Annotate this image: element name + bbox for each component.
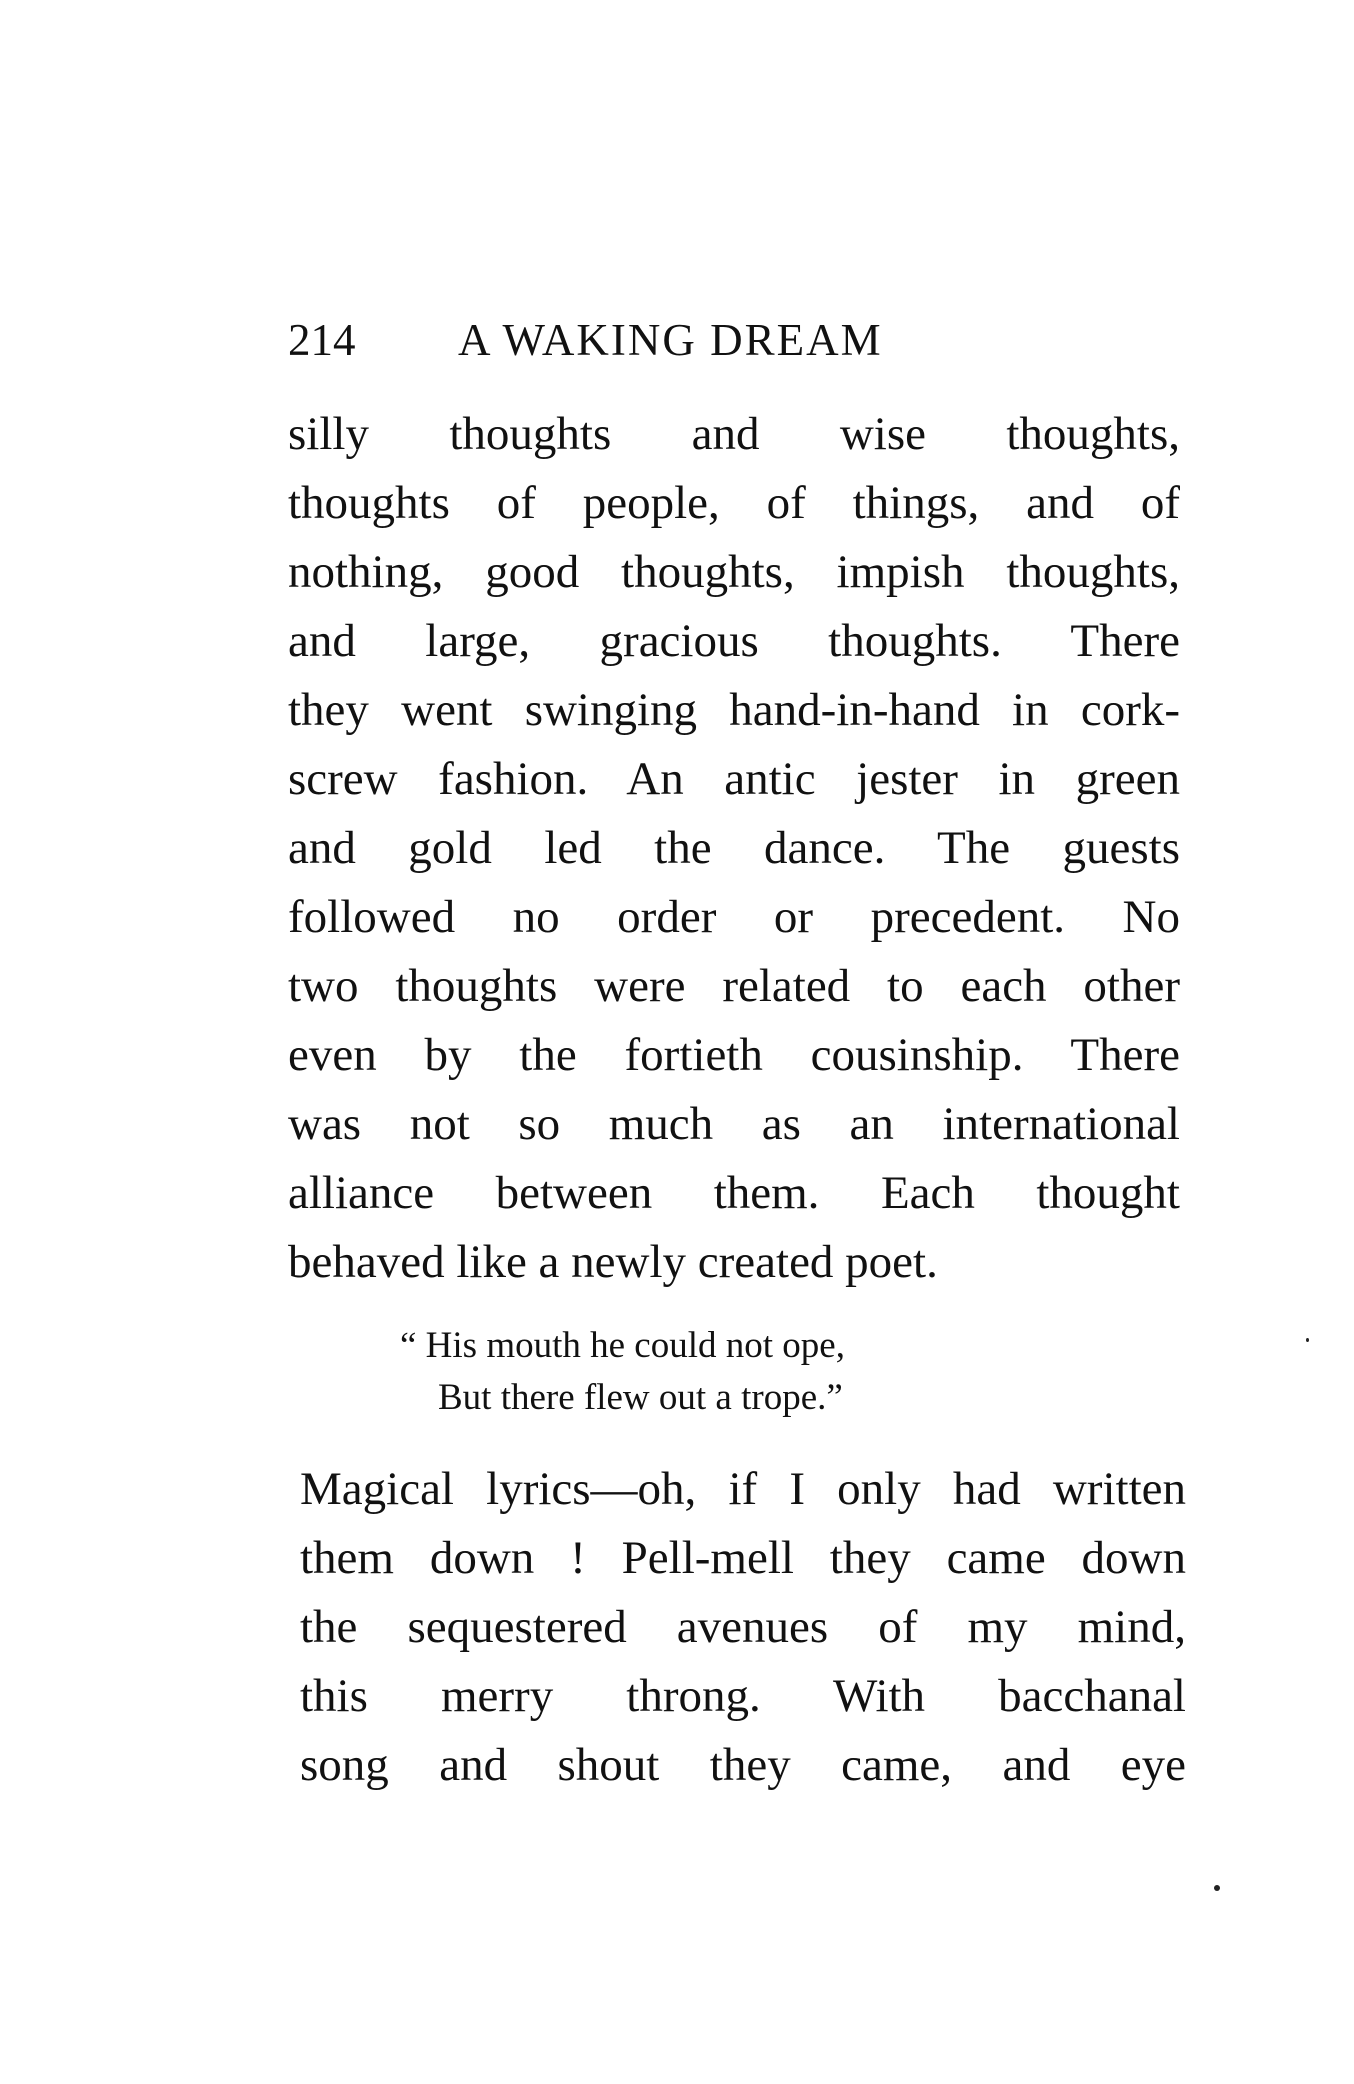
text-line: alliance between them. Each thought: [288, 1167, 1180, 1219]
paragraph-1: [288, 400, 1180, 1297]
page-number: 214: [288, 315, 356, 365]
text-line: followed no order or precedent. No: [288, 891, 1180, 943]
text-line: even by the fortieth cousinship. There: [288, 1029, 1180, 1081]
text-line: thoughts of people, of things, and of: [288, 477, 1180, 529]
paragraph-2: [300, 1455, 1186, 1800]
verse-line: “ His mouth he could not ope,: [400, 1325, 845, 1366]
text-line: them down ! Pell-mell they came down: [300, 1532, 1186, 1584]
running-title: A WAKING DREAM: [458, 315, 883, 365]
text-line: and gold led the dance. The guests: [288, 822, 1180, 874]
verse-quotation: [400, 1320, 845, 1424]
text-line: they went swinging hand-in-hand in cork-: [288, 684, 1180, 736]
text-line: two thoughts were related to each other: [288, 960, 1180, 1012]
ink-speck: [1306, 1338, 1309, 1342]
ink-speck: [1214, 1885, 1220, 1891]
running-head: [288, 312, 883, 368]
text-line: screw fashion. An antic jester in green: [288, 753, 1180, 805]
text-line: silly thoughts and wise thoughts,: [288, 408, 1180, 460]
verse-line: But there flew out a trope.”: [438, 1377, 843, 1418]
text-line: Magical lyrics—oh, if I only had written: [300, 1463, 1186, 1515]
text-line: and large, gracious thoughts. There: [288, 615, 1180, 667]
text-line: behaved like a newly created poet.: [288, 1236, 938, 1288]
text-line: the sequestered avenues of my mind,: [300, 1601, 1186, 1653]
text-line: song and shout they came, and eye: [300, 1739, 1186, 1791]
text-line: was not so much as an international: [288, 1098, 1180, 1150]
text-line: nothing, good thoughts, impish thoughts,: [288, 546, 1180, 598]
text-line: this merry throng. With bacchanal: [300, 1670, 1186, 1722]
